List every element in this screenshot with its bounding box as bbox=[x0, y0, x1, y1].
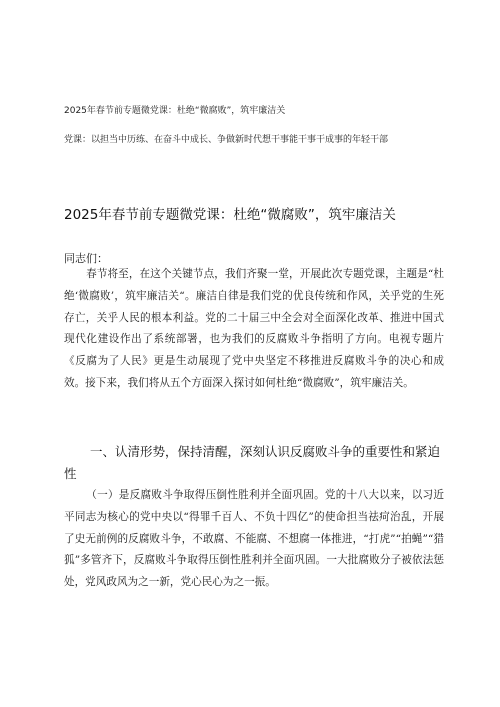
intro-text: 春节将至，在这个关键节点，我们齐聚一堂，开展此次专题党课，主题是“杜绝‘微腐败’，筑牢廉洁关“。廉洁自律是我们党的优良传统和作风，关乎党的生死存亡，关乎人民的根本利益。党的二十届三中全会对全面深化改革、推进中国式现代化建设作出了系统部署，也为我们的反腐败斗争指明了方向。电视专题片《反腐为了人民》更是生动展现了党中央坚定不移推进反腐败斗争的决心和成效。接下来，我们将从五个方面深入探讨如何杜绝“微腐败”，筑牢廉洁关。 bbox=[64, 268, 444, 389]
section-1-heading bbox=[64, 441, 446, 485]
section-1-text: （一）是反腐败斗争取得压倒性胜利并全面巩固。党的十八大以来，以习近平同志为核心的党中央以“得罪千百人、不负十四亿”的使命担当祛疴治乱，开展了史无前例的反腐败斗争，不敢腐、不能腐、不想腐一体推进，“打虎”“拍蝇”“猎狐”多管齐下，反腐败斗争取得压倒性胜利并全面巩固。一大批腐败分子被依法惩处，党风政风为之一新，党心民心为之一振。 bbox=[64, 489, 444, 589]
toc-entry-1[interactable]: 2025年春节前专题微党课：杜绝“微腐败”，筑牢廉洁关 bbox=[64, 106, 286, 116]
salutation: 同志们： bbox=[64, 252, 108, 265]
section-1-heading-text: 一、认清形势，保持清醒，深刻认识反腐败斗争的重要性和紧迫性 bbox=[64, 444, 441, 481]
section-1-paragraph bbox=[64, 485, 444, 594]
toc-entry-2[interactable]: 党课：以担当中历练、在奋斗中成长、争做新时代想干事能干事干成事的年轻干部 bbox=[64, 135, 389, 145]
document-title: 2025年春节前专题微党课：杜绝“微腐败”，筑牢廉洁关 bbox=[64, 207, 396, 223]
intro-paragraph bbox=[64, 264, 444, 395]
